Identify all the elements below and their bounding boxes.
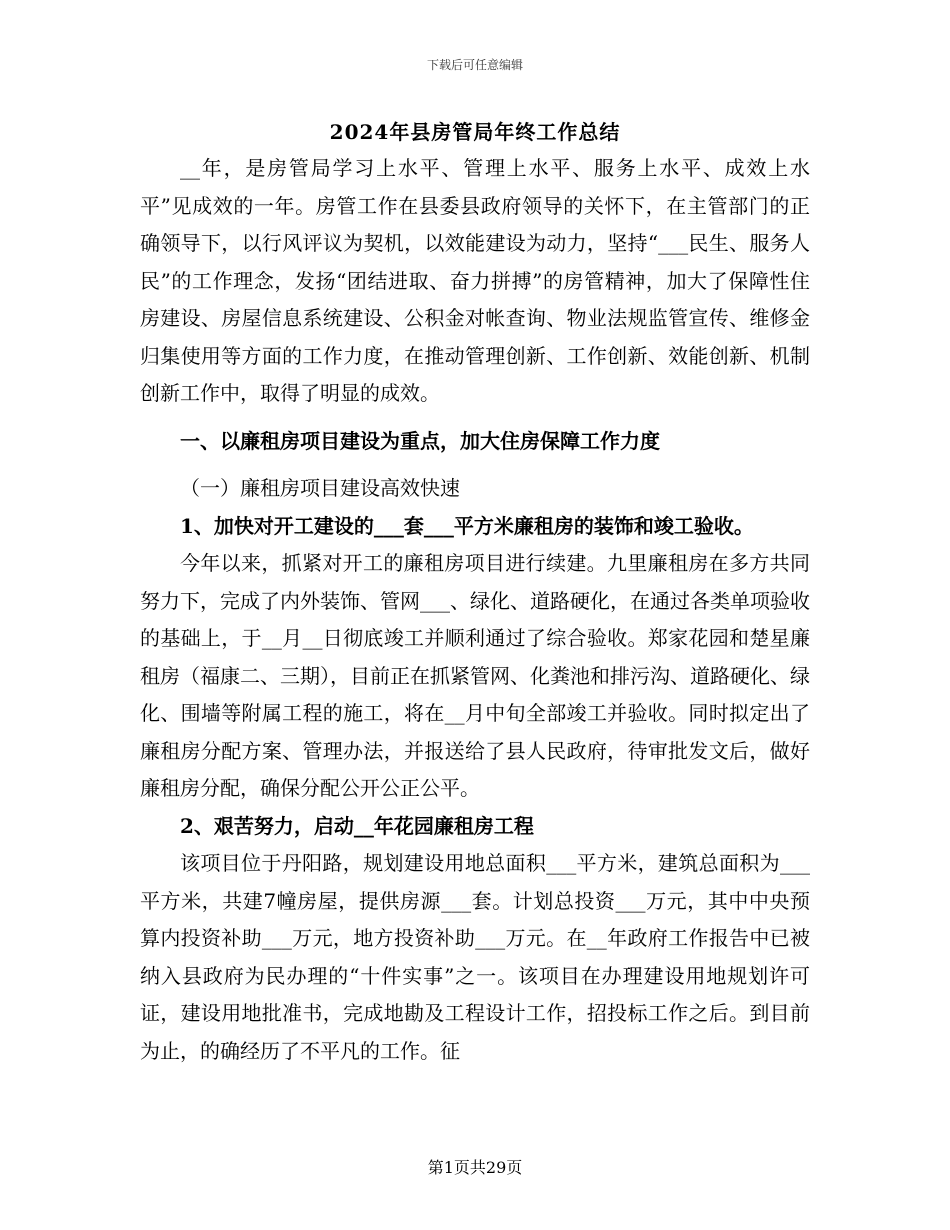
subsection-heading: （一）廉租房项目建设高效快速 [180,476,460,500]
section-heading: 一、以廉租房项目建设为重点，加大住房保障工作力度 [180,428,660,453]
header-note: 下载后可任意编辑 [426,58,523,72]
item-heading: 1、加快对开工建设的___套___平方米廉租房的装饰和竣工验收。 [180,513,754,538]
item-heading: 2、艰苦努力，启动__年花园廉租房工程 [180,813,534,838]
document-body [140,150,810,1070]
document-title: 2024年县房管局年终工作总结 [329,120,621,144]
page-footer: 第1页共29页 [427,1158,523,1177]
intro-paragraph: __年，是房管局学习上水平、管理上水平、服务上水平、成效上水平”见成效的一年。房管工作在县委县政府领导的关怀下，在主管部门的正确领导下，以行风评议为契机，以效能建设为动力，坚持“___民生、服务人民”的工作理念，发扬“团结进取、奋力拼搏”的房管精神，加大了保障性住房建设、房屋信息系统建设、公积金对帐查询、物业法规监管宣传、维修金归集使用等方面的工作力度，在推动管理创新、工作创新、效能创新、机制创新工作中，取得了明显的成效。 [140,156,810,405]
item-paragraph: 该项目位于丹阳路，规划建设用地总面积___平方米，建筑总面积为___平方米，共建7幢房屋，提供房源___套。计划总投资___万元，其中中央预算内投资补助___万元，地方投资补助___万元。在__年政府工作报告中已被纳入县政府为民办理的“十件实事”之一。该项目在办理建设用地规划许可证，建设用地批准书，完成地勘及工程设计工作，招投标工作之后。到目前为止，的确经历了不平凡的工作。征 [140,851,810,1063]
item-paragraph: 今年以来，抓紧对开工的廉租房项目进行续建。九里廉租房在多方共同努力下，完成了内外装饰、管网___、绿化、道路硬化，在通过各类单项验收的基础上，于__月__日彻底竣工并顺利通过了综合验收。郑家花园和楚星廉租房（福康二、三期），目前正在抓紧管网、化粪池和排污沟、道路硬化、绿化、围墙等附属工程的施工，将在__月中旬全部竣工并验收。同时拟定出了廉租房分配方案、管理办法，并报送给了县人民政府，待审批发文后，做好廉租房分配，确保分配公开公正公平。 [140,551,810,800]
